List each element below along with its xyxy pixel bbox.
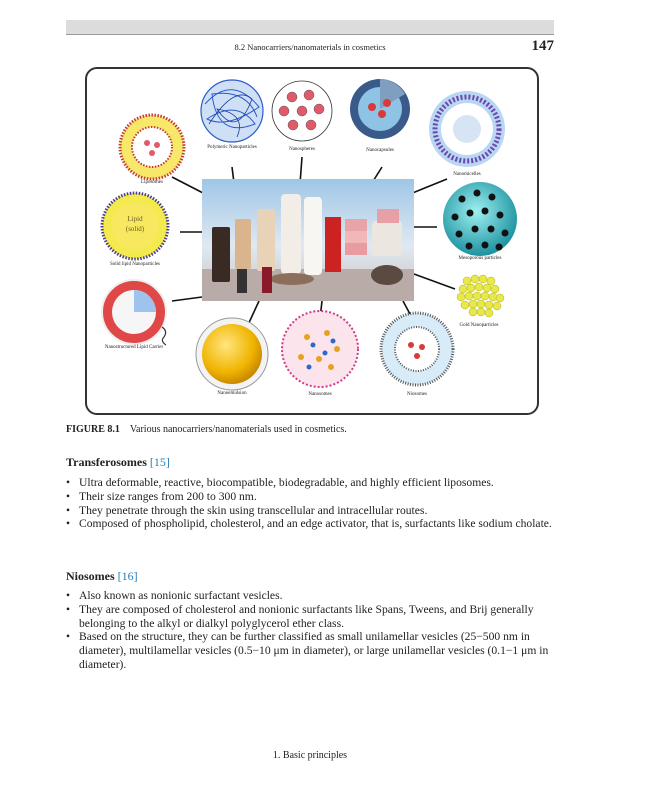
label-nanoemulsion: Nanoemulsion <box>217 391 247 396</box>
label-nanospheres: Nanospheres <box>289 147 315 152</box>
nanomicelle-graphic <box>429 91 505 167</box>
ref-15-link[interactable]: [15] <box>149 455 170 469</box>
heading-niosomes-title: Niosomes <box>66 569 115 583</box>
page-footer: 1. Basic principles <box>272 750 348 761</box>
nanoemulsion-graphic <box>196 318 268 390</box>
header-bar <box>66 20 554 34</box>
nanocapsule-graphic <box>350 79 410 139</box>
label-liposomes: Liposomes <box>141 180 163 185</box>
gold-nanoparticle-graphic <box>457 275 504 317</box>
section-title: 8.2 Nanocarriers/nanomaterials in cosmetics <box>234 42 386 52</box>
label-nanocapsules: Nanocapsules <box>366 148 394 153</box>
mesoporous-particle-graphic <box>443 182 517 256</box>
running-header <box>66 38 554 54</box>
header-rule <box>66 34 554 35</box>
list-item: • Composed of phospholipid, cholesterol, and an edge activator, that is, surfactants like sodium cholate. <box>66 517 556 531</box>
solid-label: (solid) <box>125 225 145 233</box>
list-item: • Also known as nonionic surfactant vesicles. <box>66 589 556 603</box>
heading-niosomes <box>66 569 138 584</box>
transferosomes-list <box>66 476 556 531</box>
figure-8-1 <box>85 67 539 415</box>
niosome-graphic <box>381 313 453 385</box>
niosomes-list <box>66 589 556 672</box>
label-niosomes: Niosomes <box>407 392 427 397</box>
heading-transferosomes <box>66 455 170 470</box>
heading-transferosomes-title: Transferosomes <box>66 455 147 469</box>
list-item: • They are composed of cholesterol and nonionic surfactants like Spans, Tweens, and Brij generally belonging to the alkyl or dialkyl polyglycerol ether class. <box>66 603 556 631</box>
label-polymeric: Polymeric Nanoparticles <box>207 145 257 150</box>
list-item: • Their size ranges from 200 to 300 nm. <box>66 490 556 504</box>
polymeric-nanoparticle-graphic <box>201 80 263 142</box>
solid-lipid-nanoparticle-graphic <box>102 193 168 259</box>
list-item: • Based on the structure, they can be further classified as small unilamellar vesicles (25−500 nm in diameter), multilamellar vesicles (0.5−10 μm in diameter), or large unilamellar vesicles (0.1−1 μm in diameter). <box>66 630 556 671</box>
label-nlc: Nanostructured Lipid Carrier <box>104 345 164 350</box>
ref-16-link[interactable]: [16] <box>117 569 138 583</box>
page-number: 147 <box>531 38 554 54</box>
nanosphere-graphic <box>272 81 332 141</box>
label-gold: Gold Nanoparticles <box>459 323 499 328</box>
liposome-graphic <box>120 115 184 179</box>
figure-graphic <box>87 69 537 413</box>
label-nanomicelles: Nanomicelles <box>453 172 481 177</box>
list-item: • Ultra deformable, reactive, biocompatible, biodegradable, and highly efficient liposomes. <box>66 476 556 490</box>
list-item: • They penetrate through the skin using transcellular and intracellular routes. <box>66 504 556 518</box>
figure-caption <box>66 424 347 435</box>
figure-caption-label: FIGURE 8.1 <box>66 424 120 435</box>
label-mesoporous: Mesoporous particles <box>458 256 502 261</box>
lipid-label: Lipid <box>127 215 143 223</box>
label-sln: Solid lipid Nanoparticles <box>110 262 160 267</box>
cosmetics-photo <box>202 179 414 301</box>
figure-caption-text: Various nanocarriers/nanomaterials used in cosmetics. <box>129 424 347 435</box>
nanosome-graphic <box>282 311 358 387</box>
label-nanosomes: Nanosomes <box>308 392 332 397</box>
nanostructured-lipid-carrier-graphic <box>102 280 166 345</box>
